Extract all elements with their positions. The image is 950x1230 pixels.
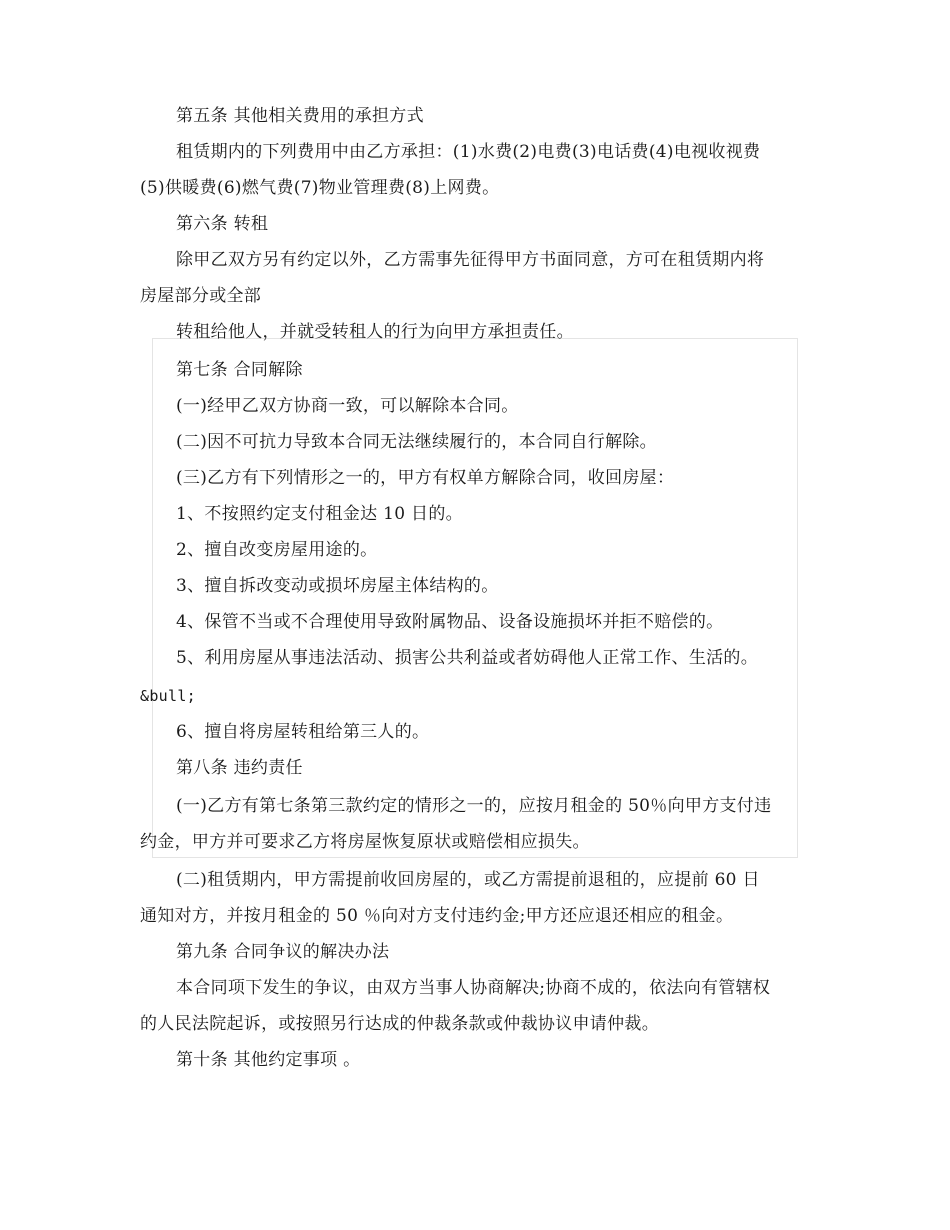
article-6-body-line-1: 除甲乙双方另有约定以外，乙方需事先征得甲方书面同意，方可在租赁期内将 bbox=[176, 250, 765, 270]
article-6-body-line-3: 转租给他人，并就受转租人的行为向甲方承担责任。 bbox=[176, 322, 574, 342]
article-7-clause-3: (三)乙方有下列情形之一的，甲方有权单方解除合同，收回房屋： bbox=[176, 468, 675, 488]
article-7-item-2: 2、擅自改变房屋用途的。 bbox=[176, 540, 378, 560]
article-8-clause-1-line-2: 约金，甲方并可要求乙方将房屋恢复原状或赔偿相应损失。 bbox=[140, 832, 590, 852]
article-7-item-3: 3、擅自拆改变动或损坏房屋主体结构的。 bbox=[176, 576, 499, 596]
article-5-body-line-2: (5)供暖费(6)燃气费(7)物业管理费(8)上网费。 bbox=[140, 178, 500, 198]
article-9-heading: 第九条 合同争议的解决办法 bbox=[176, 942, 390, 962]
article-7-clause-1: (一)经甲乙双方协商一致，可以解除本合同。 bbox=[176, 396, 519, 416]
article-7-item-1: 1、不按照约定支付租金达 10 日的。 bbox=[176, 504, 463, 524]
article-8-clause-2-line-1: (二)租赁期内，甲方需提前收回房屋的，或乙方需提前退租的，应提前 60 日 bbox=[176, 870, 760, 890]
article-6-heading: 第六条 转租 bbox=[176, 214, 269, 234]
article-9-body-line-1: 本合同项下发生的争议，由双方当事人协商解决;协商不成的，依法向有管辖权 bbox=[176, 978, 771, 998]
article-7-heading: 第七条 合同解除 bbox=[176, 360, 303, 380]
article-8-clause-1-line-1: (一)乙方有第七条第三款约定的情形之一的，应按月租金的 50％向甲方支付违 bbox=[176, 796, 772, 816]
article-7-clause-2: (二)因不可抗力导致本合同无法继续履行的，本合同自行解除。 bbox=[176, 432, 657, 452]
article-5-body-line-1: 租赁期内的下列费用中由乙方承担：(1)水费(2)电费(3)电话费(4)电视收视费 bbox=[176, 142, 761, 162]
stray-entity-text: &bull; bbox=[140, 687, 196, 705]
article-8-heading: 第八条 违约责任 bbox=[176, 758, 303, 778]
article-5-heading: 第五条 其他相关费用的承担方式 bbox=[176, 106, 424, 126]
article-7-item-6: 6、擅自将房屋转租给第三人的。 bbox=[176, 722, 430, 742]
article-7-item-4: 4、保管不当或不合理使用导致附属物品、设备设施损坏并拒不赔偿的。 bbox=[176, 612, 724, 632]
article-7-item-5: 5、利用房屋从事违法活动、损害公共利益或者妨碍他人正常工作、生活的。 bbox=[176, 648, 759, 668]
article-10-heading: 第十条 其他约定事项 。 bbox=[176, 1050, 361, 1070]
article-6-body-line-2: 房屋部分或全部 bbox=[140, 286, 262, 306]
article-8-clause-2-line-2: 通知对方，并按月租金的 50 ％向对方支付违约金;甲方还应退还相应的租金。 bbox=[140, 906, 734, 926]
article-9-body-line-2: 的人民法院起诉，或按照另行达成的仲裁条款或仲裁协议申请仲裁。 bbox=[140, 1014, 659, 1034]
